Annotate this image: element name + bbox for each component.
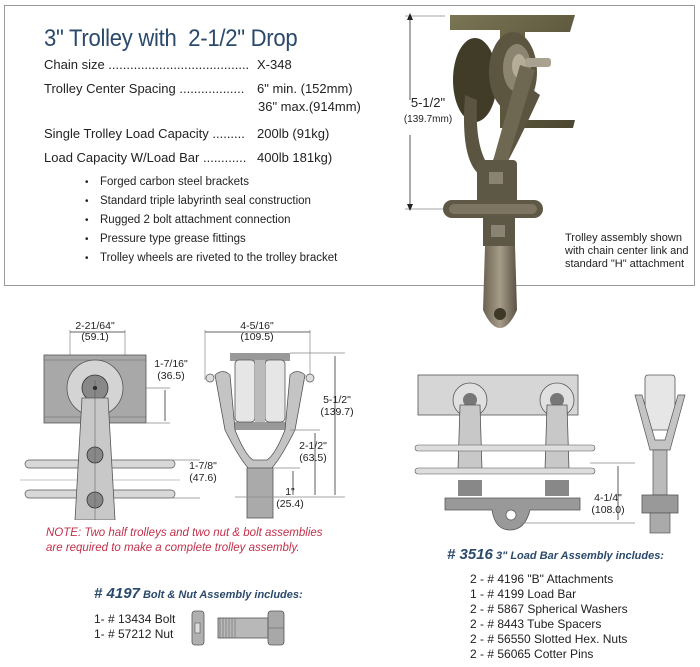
load-bar-assembly-number: # 3516 xyxy=(447,546,493,563)
spec-value: 200lb (91kg) xyxy=(257,126,330,141)
list-item: 1 - # 4199 Load Bar xyxy=(470,587,577,601)
side-view-drawing xyxy=(20,320,200,520)
side-pitch-in: 1-7/8" xyxy=(189,460,217,472)
spec-label: Load Capacity W/Load Bar ............ xyxy=(44,150,247,165)
spec-chain-size xyxy=(0,57,400,73)
side-wheel-mm: (36.5) xyxy=(157,370,185,382)
spec-label: Single Trolley Load Capacity ......... xyxy=(44,126,245,141)
spec-label: Trolley Center Spacing .................. xyxy=(44,81,245,96)
caption-line: Trolley assembly shown xyxy=(565,232,682,244)
feature-item: • Forged carbon steel brackets xyxy=(85,173,337,192)
photo-dimension: 5-1/2" xyxy=(410,95,446,110)
feature-item: • Standard triple labyrinth seal construction xyxy=(85,192,337,211)
feature-item: • Rugged 2 bolt attachment connection xyxy=(85,211,337,230)
feature-item: • Trolley wheels are riveted to the trolley bracket xyxy=(85,249,337,268)
front-width-in: 4-5/16" xyxy=(240,320,274,332)
side-wheel-in: 1-7/16" xyxy=(154,358,188,370)
bolt-assembly-heading xyxy=(94,585,303,603)
page-title: 3" Trolley with 2-1/2" Drop xyxy=(44,25,298,52)
load-bar-dim-mm: (108.0) xyxy=(591,504,625,516)
bolt-assembly-title: Bolt & Nut Assembly includes: xyxy=(139,589,303,601)
feature-list xyxy=(85,173,337,268)
caption-line: standard "H" attachment xyxy=(565,258,685,270)
bolt-nut-icon xyxy=(190,608,290,648)
front-height-in: 5-1/2" xyxy=(323,394,351,406)
side-width-mm: (59.1) xyxy=(81,331,109,343)
front-link-mm: (25.4) xyxy=(276,498,304,510)
list-item: 2 - # 5867 Spherical Washers xyxy=(470,602,628,616)
note-line: NOTE: Two half trolleys and two nut & bolt assemblies xyxy=(46,527,323,539)
list-item: 1- # 13434 Bolt xyxy=(94,612,176,626)
feature-item: • Pressure type grease fittings xyxy=(85,230,337,249)
front-drop-in: 2-1/2" xyxy=(299,440,327,452)
bolt-assembly-list xyxy=(94,612,175,642)
spec-single-capacity xyxy=(0,126,400,142)
spec-value: 400lb 181kg) xyxy=(257,150,333,165)
spec-value: 6" min. (152mm) xyxy=(257,81,353,96)
load-bar-assembly-list xyxy=(470,572,628,662)
caption-line: with chain center link and xyxy=(565,245,689,257)
side-pitch-mm: (47.6) xyxy=(189,472,217,484)
list-item: 2 - # 4196 "B" Attachments xyxy=(470,572,614,586)
spec-value: X-348 xyxy=(257,57,292,72)
load-bar-drawing xyxy=(410,370,700,540)
list-item: 2 - # 56550 Slotted Hex. Nuts xyxy=(470,632,628,646)
load-bar-dim-in: 4-1/4" xyxy=(594,492,622,504)
spec-loadbar-capacity xyxy=(0,150,400,166)
load-bar-assembly-heading xyxy=(447,546,664,564)
front-drop-mm: (63.5) xyxy=(299,452,327,464)
photo-caption xyxy=(565,232,689,271)
spec-center-spacing xyxy=(0,81,400,117)
note-line: are required to make a complete trolley assembly. xyxy=(46,542,300,554)
bolt-assembly-number: # 4197 xyxy=(94,585,140,602)
spec-label: Chain size ....................................... xyxy=(44,57,250,72)
photo-dimension-mm: (139.7mm) xyxy=(403,114,453,125)
list-item: 2 - # 8443 Tube Spacers xyxy=(470,617,602,631)
list-item: 2 - # 56065 Cotter Pins xyxy=(470,647,594,661)
list-item: 1- # 57212 Nut xyxy=(94,627,174,641)
front-height-mm: (139.7) xyxy=(320,406,354,418)
spec-value-max: 36" max.(914mm) xyxy=(258,99,361,114)
front-width-mm: (109.5) xyxy=(240,331,274,343)
load-bar-assembly-title: 3" Load Bar Assembly includes: xyxy=(492,550,664,562)
assembly-note xyxy=(46,526,323,556)
side-width-in: 2-21/64" xyxy=(75,320,115,332)
front-link-in: 1" xyxy=(285,486,295,498)
trolley-photo xyxy=(405,10,585,340)
